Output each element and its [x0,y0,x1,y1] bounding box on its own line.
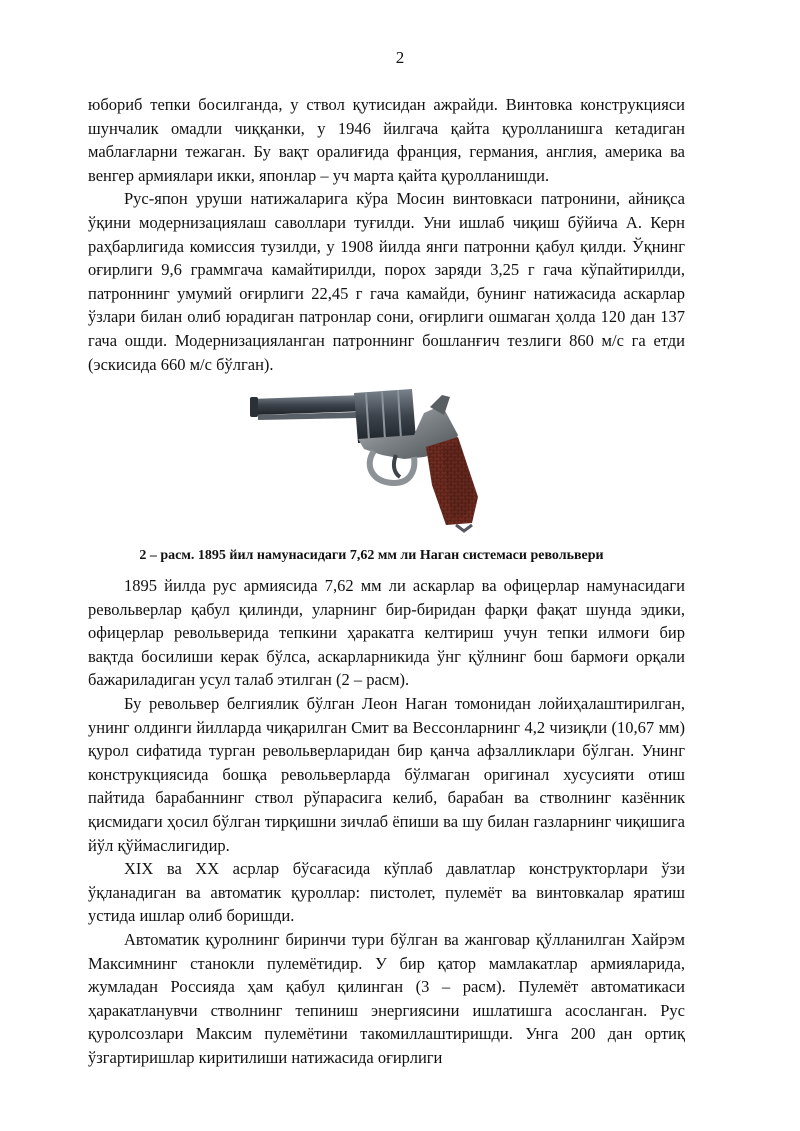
revolver-illustration [246,385,496,535]
paragraph: 1895 йилда рус армиясида 7,62 мм ли аскарлар ва офицерлар намунасидаги револьверлар қабул қилинди, уларнинг бир-биридан фарқи фақат шунда эдики, офицерлар револьверида тепкини ҳаракатга келтириш учун тепки илмоғи бир вақтда босилиши керак бўлса, аскарларникида ўнг қўлнинг бош бармоғи орқали бажариладиган усул талаб этилган (2 – расм). [88,576,685,690]
paragraph: Автоматик қуролнинг биринчи тури бўлган ва жанговар қўлланилган Хайрэм Максимнинг станокли пулемётидир. У бир қатор мамлакатлар армияларида, жумладан Россияда ҳам қабул қилинган (3 – расм). Пулемёт автоматикаси ҳаракатланувчи стволнинг тепиниш энергиясини ишлатишга асосланган. Рус қуролсозлари Максим пулемётини такомиллаштиришди. Унга 200 дан ортиқ ўзгартиришлар киритилиши натижасида оғирлиги [88,929,685,1067]
text-block-bottom [88,574,685,1069]
paragraph: Рус-япон уруши натижаларига кўра Мосин винтовкаси патронини, айниқса ўқини модернизациялаш саволлари туғилди. Уни ишлаб чиқиш бўйича А. Керн раҳбарлигида комиссия тузилди, у 1908 йилда янги патронни қабул қилди. Ўқнинг оғирлиги 9,6 граммгача камайтирилди, порох заряди 3,25 г гача кўпайтирилди, патроннинг умумий оғирлиги 22,45 г гача камайди, бунинг натижасида аскарлар ўзлари билан олиб юрадиган патронлар сони, оғирлиги ошмаган ҳолда 120 дан 137 гача ошди. Модернизацияланган патроннинг бошланғич тезлиги 860 м/с га етди (эскисида 660 м/с бўлган). [88,189,685,374]
page-number: 2 [395,48,405,67]
figure-caption: 2 – расм. 1895 йил намунасидаги 7,62 мм ли Наган системаси револьвери [139,548,604,563]
text-block-top [88,93,685,376]
revolver-image [246,385,496,535]
paragraph: XIX ва XX асрлар бўсағасида кўплаб давлатлар конструкторлари ўзи ўқланадиган ва автоматик қуроллар: пистолет, пулемёт ва винтовкалар яратиш устида ишлар олиб боришди. [88,859,685,926]
paragraph: Бу револьвер белгиялик бўлган Леон Наган томонидан лойиҳалаштирилган, унинг олдинги йилларда чиқарилган Смит ва Вессонларнинг 4,2 чизиқли (10,67 мм) қурол сифатида турган револьверларидан бир қанча афзалликлари бўлган. Унинг конструкциясида бошқа револьверларда бўлмаган оригинал хусусияти отиш пайтида барабаннинг ствол рўпарасига келиб, барабан ва стволнинг казённик қисмидаги ҳосил бўлган тирқишни зичлаб ёпиши ва шу билан газларнинг чиқишига йўл қўймаслигидир. [88,693,685,855]
paragraph: юбориб тепки босилганда, у ствол қутисидан ажрайди. Винтовка конструкцияси шунчалик омадли чиққанки, у 1946 йилгача қайта қуролланишга кетадиган маблағларни тежаган. Бу вақт оралиғида франция, германия, англия, америка ва венгер армиялари икки, японлар – уч марта қайта қуролланишди. [88,95,685,185]
